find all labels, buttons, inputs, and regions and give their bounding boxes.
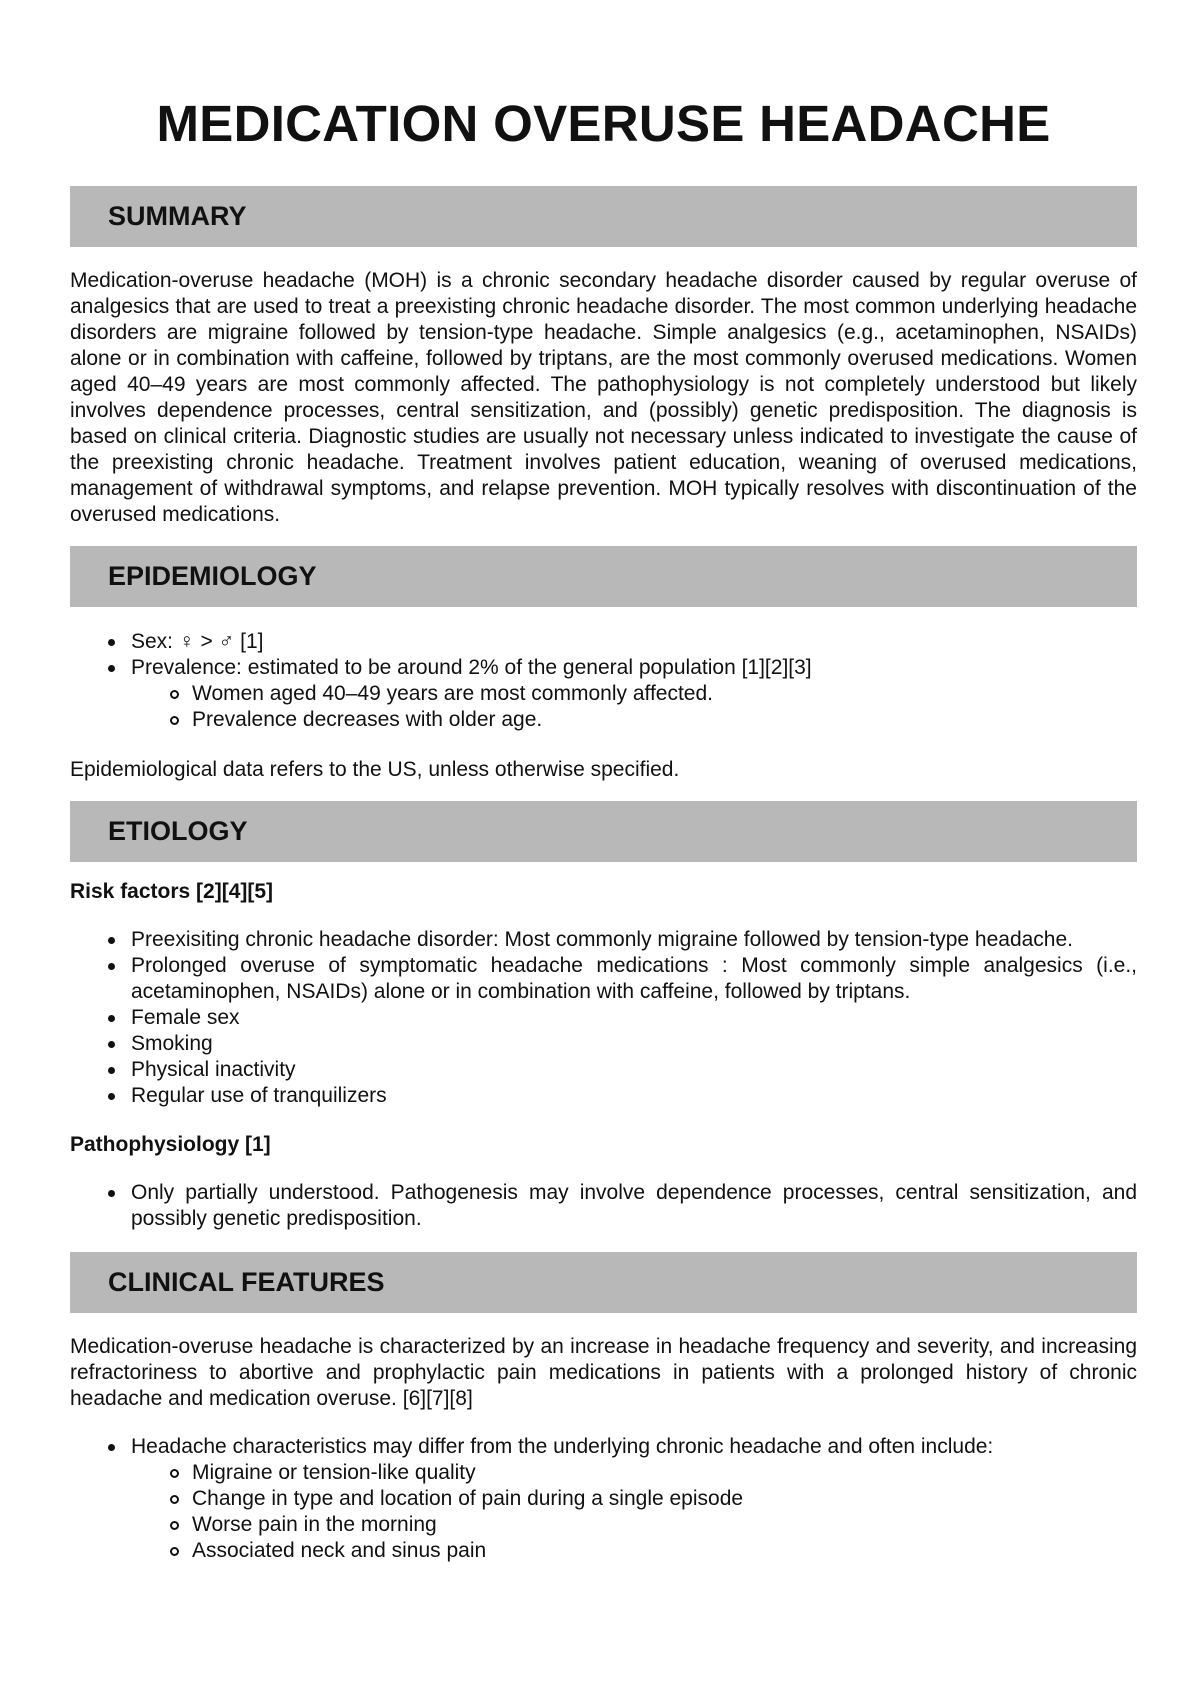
list-item-sex: Sex: ♀ > ♂ [1] [70, 629, 1137, 655]
clinical-features-list [70, 1434, 1137, 1564]
risk-factors-heading: Risk factors [2][4][5] [70, 880, 274, 903]
list-item-prevalence [70, 655, 1137, 733]
document-page [70, 0, 1137, 1564]
summary-paragraph: Medication-overuse headache (MOH) is a chronic secondary headache disorder caused by regular overuse of analgesics that are used to treat a preexisting chronic headache disorder. The most common underlying headache disorders are migraine followed by tension-type headache. Simple analgesics (e.g., acetaminophen, NSAIDs) alone or in combination with caffeine, followed by triptans, are the most commonly overused medications. Women aged 40–49 years are most commonly affected. The pathophysiology is not completely understood but likely involves dependence processes, central sensitization, and (possibly) genetic predisposition. The diagnosis is based on clinical criteria. Diagnostic studies are usually not necessary unless indicated to investigate the cause of the preexisting chronic headache. Treatment involves patient education, weaning of overused medications, management of withdrawal symptoms, and relapse prevention. MOH typically resolves with discontinuation of the overused medications. [70, 269, 1137, 526]
prevalence-sublist [131, 681, 1137, 733]
headache-characteristics-text: Headache characteristics may differ from the underlying chronic headache and often include: [131, 1435, 994, 1458]
list-item-headache-characteristics [70, 1434, 1137, 1564]
pathophysiology-heading: Pathophysiology [1] [70, 1133, 271, 1156]
risk-factors-list [70, 927, 1137, 1109]
pathophysiology-list [70, 1180, 1137, 1232]
sub-list-item: Prevalence decreases with older age. [131, 707, 1137, 733]
epidemiology-note: Epidemiological data refers to the US, unless otherwise specified. [70, 758, 680, 781]
list-item: Prolonged overuse of symptomatic headache medications : Most commonly simple analgesics (i.e., acetaminophen, NSAIDs) alone or in combination with caffeine, followed by triptans. [70, 953, 1137, 1005]
list-item: Physical inactivity [70, 1057, 1137, 1083]
sub-list-item: Change in type and location of pain during a single episode [131, 1486, 1137, 1512]
section-header-epidemiology: EPIDEMIOLOGY [70, 546, 1137, 607]
sub-list-item: Women aged 40–49 years are most commonly affected. [131, 681, 1137, 707]
section-header-clinical-features: CLINICAL FEATURES [70, 1252, 1137, 1313]
headache-characteristics-sublist [131, 1460, 1137, 1564]
sub-list-item: Migraine or tension-like quality [131, 1460, 1137, 1486]
epidemiology-list [70, 629, 1137, 733]
prevalence-text: Prevalence: estimated to be around 2% of the general population [1][2][3] [131, 656, 812, 679]
section-header-summary: SUMMARY [70, 186, 1137, 247]
list-item: Only partially understood. Pathogenesis may involve dependence processes, central sensitization, and possibly genetic predisposition. [70, 1180, 1137, 1232]
sub-list-item: Associated neck and sinus pain [131, 1538, 1137, 1564]
list-item: Preexisiting chronic headache disorder: Most commonly migraine followed by tension-type headache. [70, 927, 1137, 953]
document-title: MEDICATION OVERUSE HEADACHE [156, 95, 1051, 152]
sub-list-item: Worse pain in the morning [131, 1512, 1137, 1538]
clinical-features-paragraph: Medication-overuse headache is characterized by an increase in headache frequency and severity, and increasing refractoriness to abortive and prophylactic pain medications in patients with a prolonged history of chronic headache and medication overuse. [6][7][8] [70, 1335, 1137, 1410]
list-item: Smoking [70, 1031, 1137, 1057]
list-item: Female sex [70, 1005, 1137, 1031]
section-header-etiology: ETIOLOGY [70, 801, 1137, 862]
list-item: Regular use of tranquilizers [70, 1083, 1137, 1109]
